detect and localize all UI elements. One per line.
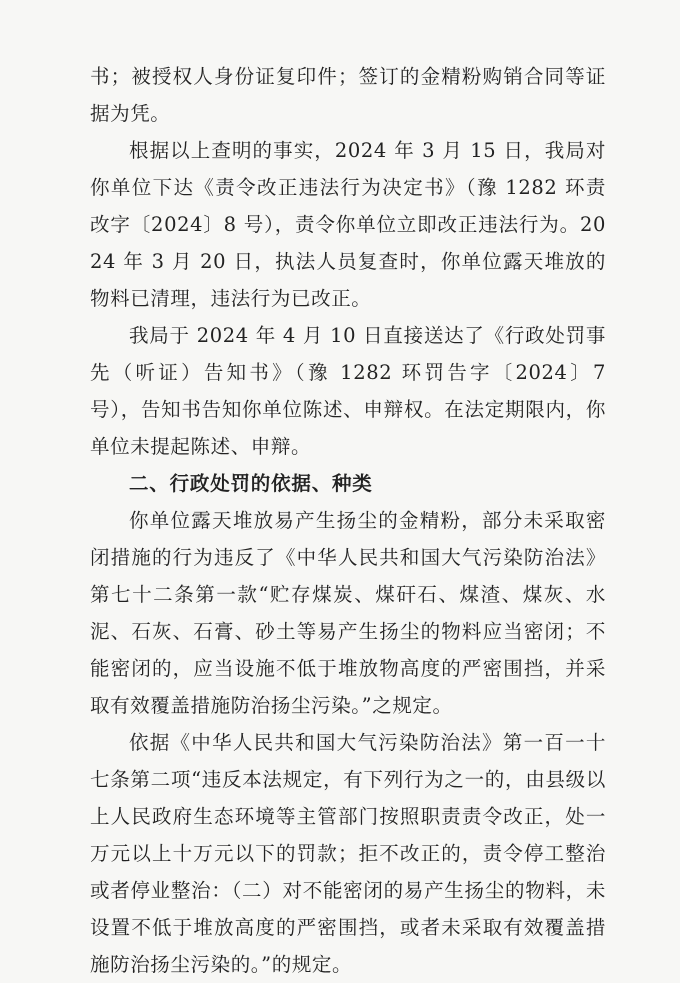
section-heading-penalty-basis: 二、行政处罚的依据、种类 [129,472,373,495]
paragraph-evidence-continued: 书；被授权人身份证复印件；签订的金精粉购销合同等证据为凭。 [90,65,606,125]
paragraph-legal-basis: 依据《中华人民共和国大气污染防治法》第一百一十七条第二项“违反本法规定，有下列行为之一的，由县级以上人民政府生态环境等主管部门按照职责责令改正，处一万元以上十万元以下的罚款；拒不改正的，责令停工整治或者停业整治：（二）对不能密闭的易产生扬尘的物料，未设置不低于堆放高度的严密围挡，或者未采取有效覆盖措施防治扬尘污染的。”的规定。 [90,731,606,976]
paragraph-correction-order: 根据以上查明的事实，2024 年 3 月 15 日，我局对你单位下达《责令改正违法行为决定书》（豫 1282 环责改字〔2024〕8 号），责令你单位立即改正违法行为。2024 年 3 月 20 日，执法人员复查时，你单位露天堆放的物料已清理，违法行为已改正。 [90,139,606,310]
paragraph-violation: 你单位露天堆放易产生扬尘的金精粉，部分未采取密闭措施的行为违反了《中华人民共和国大气污染防治法》第七十二条第一款“贮存煤炭、煤矸石、煤渣、煤灰、水泥、石灰、石膏、砂土等易产生扬尘的物料应当密闭；不能密闭的，应当设施不低于堆放物高度的严密围挡，并采取有效覆盖措施防治扬尘污染。”之规定。 [90,509,606,717]
paragraph-hearing-notice: 我局于 2024 年 4 月 10 日直接送达了《行政处罚事先（听证）告知书》（豫 1282 环罚告字〔2024〕7 号），告知书告知你单位陈述、申辩权。在法定期限内，你单位未提起陈述、申辩。 [90,324,606,458]
